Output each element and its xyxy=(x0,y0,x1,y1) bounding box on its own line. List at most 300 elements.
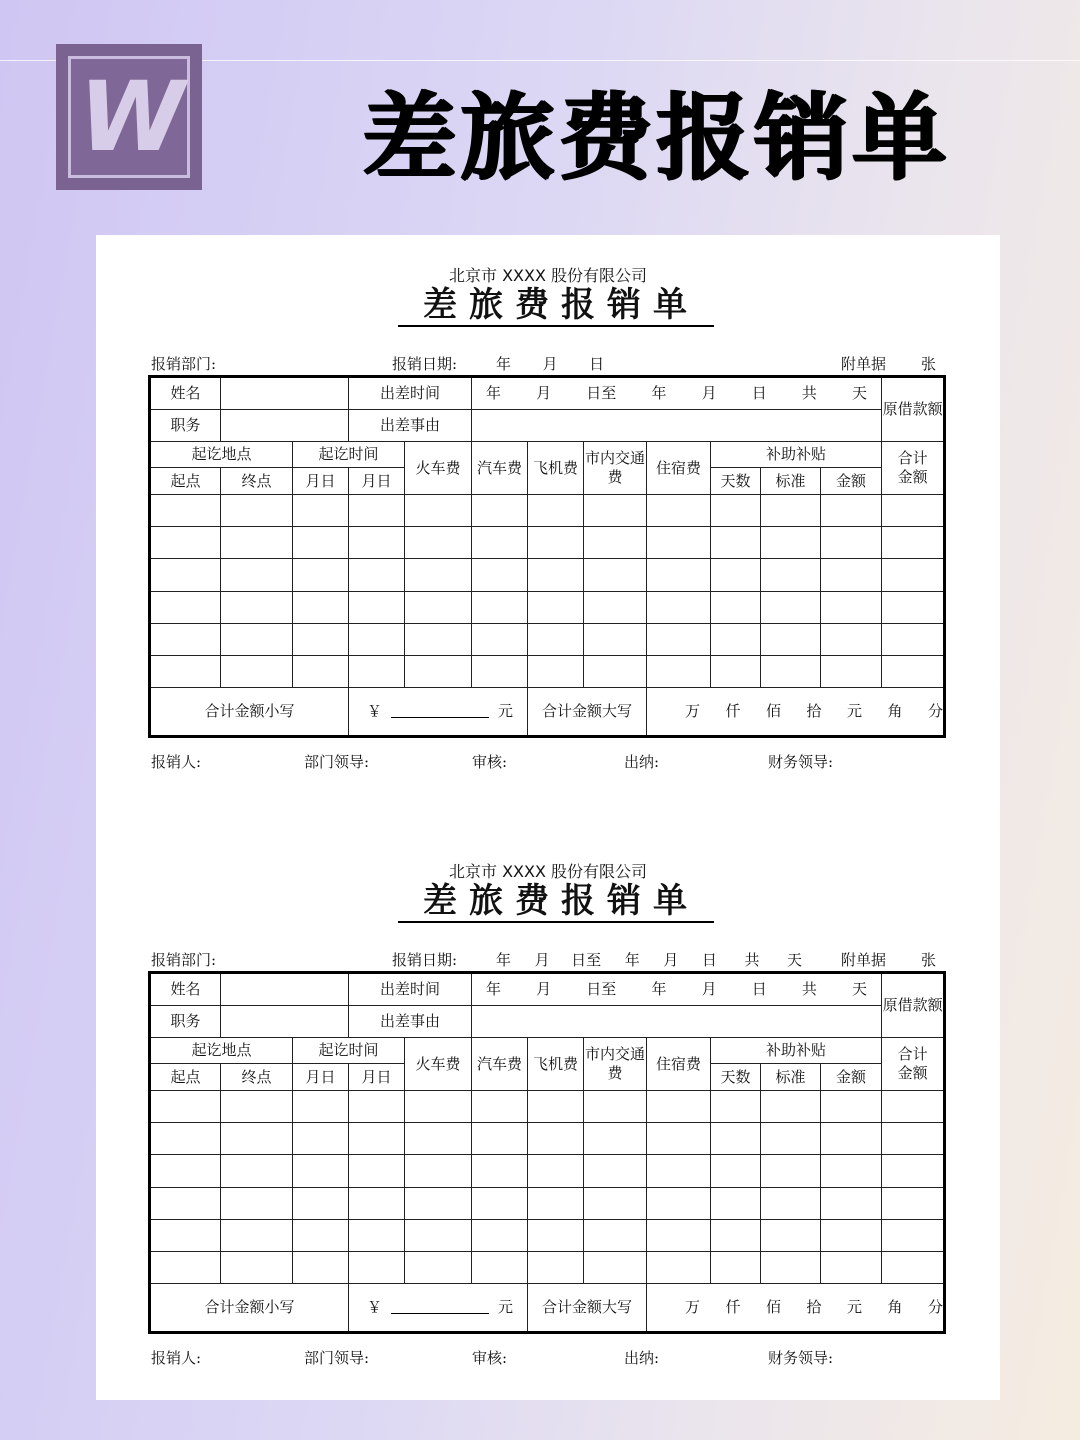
table-cell[interactable] xyxy=(293,559,349,591)
table-cell[interactable] xyxy=(405,559,472,591)
big-unit: 万 xyxy=(685,1298,701,1317)
table-cell[interactable] xyxy=(472,1251,528,1283)
table-cell[interactable] xyxy=(349,527,405,559)
dept-label: 报销部门: xyxy=(151,355,217,373)
attach-label: 附单据 xyxy=(841,355,887,373)
sum-big-field[interactable] xyxy=(647,687,945,736)
name-field[interactable] xyxy=(221,377,349,410)
table-cell[interactable] xyxy=(711,623,761,655)
table-cell[interactable] xyxy=(293,1123,349,1155)
signer-label: 审核: xyxy=(472,753,508,771)
table-cell[interactable] xyxy=(472,495,528,527)
date-unit: 日 xyxy=(701,951,717,969)
date-unit: 月 xyxy=(534,951,550,969)
table-cell[interactable] xyxy=(472,655,528,687)
month-day-label: 月日 xyxy=(349,1064,405,1091)
table-cell[interactable] xyxy=(647,495,711,527)
table-cell[interactable] xyxy=(882,527,945,559)
trip-date-unit: 共 xyxy=(801,980,817,999)
form-title: 差旅费报销单 xyxy=(398,285,714,327)
table-cell[interactable] xyxy=(821,1091,882,1123)
table-cell[interactable] xyxy=(349,1219,405,1251)
table-cell[interactable] xyxy=(349,655,405,687)
sum-big-label: 合计金额大写 xyxy=(528,1283,647,1332)
big-unit: 佰 xyxy=(766,702,782,721)
table-cell[interactable] xyxy=(528,655,584,687)
sum-small-field[interactable] xyxy=(349,1283,528,1332)
table-cell[interactable] xyxy=(647,1219,711,1251)
sum-big-field[interactable] xyxy=(647,1283,945,1332)
start-label: 起点 xyxy=(150,1064,221,1091)
table-cell[interactable] xyxy=(882,559,945,591)
table-row xyxy=(150,1155,945,1187)
advance-label: 原借款额 xyxy=(882,973,945,1038)
expense-table xyxy=(148,375,946,738)
table-cell[interactable] xyxy=(761,1155,821,1187)
table-cell[interactable] xyxy=(882,1155,945,1187)
table-cell[interactable] xyxy=(711,527,761,559)
table-cell[interactable] xyxy=(821,1155,882,1187)
table-cell[interactable] xyxy=(584,591,647,623)
trip-time-label: 出差时间 xyxy=(349,377,472,410)
trip-reason-field[interactable] xyxy=(472,410,882,442)
table-row xyxy=(150,1251,945,1283)
table-cell[interactable] xyxy=(150,495,221,527)
table-cell[interactable] xyxy=(821,591,882,623)
big-unit: 拾 xyxy=(806,702,822,721)
table-row xyxy=(150,623,945,655)
big-unit: 万 xyxy=(685,702,701,721)
table-cell[interactable] xyxy=(150,527,221,559)
signer-label: 报销人: xyxy=(151,1349,202,1367)
table-cell[interactable] xyxy=(711,559,761,591)
table-cell[interactable] xyxy=(293,1187,349,1219)
signer-label: 财务领导: xyxy=(768,1349,834,1367)
table-cell[interactable] xyxy=(821,1123,882,1155)
table-cell[interactable] xyxy=(349,623,405,655)
date-unit: 月 xyxy=(663,951,679,969)
big-unit: 角 xyxy=(887,702,903,721)
date-units xyxy=(496,949,802,970)
table-cell[interactable] xyxy=(293,495,349,527)
amount-label: 金额 xyxy=(821,468,882,495)
local-transport-label: 市内交通费 xyxy=(584,1038,647,1091)
amount-blank[interactable] xyxy=(391,1301,489,1314)
signer-label: 报销人: xyxy=(151,753,202,771)
train-label: 火车费 xyxy=(405,442,472,495)
table-row xyxy=(150,527,945,559)
table-cell[interactable] xyxy=(761,1091,821,1123)
table-cell[interactable] xyxy=(711,1091,761,1123)
table-cell[interactable] xyxy=(584,527,647,559)
table-cell[interactable] xyxy=(882,623,945,655)
big-unit: 仟 xyxy=(725,702,741,721)
table-cell[interactable] xyxy=(221,559,293,591)
hotel-label: 住宿费 xyxy=(647,442,711,495)
position-field[interactable] xyxy=(221,1006,349,1038)
table-cell[interactable] xyxy=(405,591,472,623)
table-cell[interactable] xyxy=(221,1251,293,1283)
table-cell[interactable] xyxy=(584,495,647,527)
trip-date-unit: 月 xyxy=(536,384,552,403)
table-cell[interactable] xyxy=(584,623,647,655)
trip-date-unit: 年 xyxy=(651,980,667,999)
table-cell[interactable] xyxy=(221,1155,293,1187)
name-field[interactable] xyxy=(221,973,349,1006)
table-cell[interactable] xyxy=(405,1123,472,1155)
trip-dates[interactable] xyxy=(472,377,882,410)
standard-label: 标准 xyxy=(761,1064,821,1091)
table-cell[interactable] xyxy=(472,1219,528,1251)
table-cell[interactable] xyxy=(405,655,472,687)
table-cell[interactable] xyxy=(647,1251,711,1283)
table-cell[interactable] xyxy=(821,1219,882,1251)
yuan-label: 元 xyxy=(497,702,513,721)
table-cell[interactable] xyxy=(528,559,584,591)
table-cell[interactable] xyxy=(472,1091,528,1123)
signer-label: 财务领导: xyxy=(768,753,834,771)
table-cell[interactable] xyxy=(221,1219,293,1251)
table-cell[interactable] xyxy=(349,1123,405,1155)
table-cell[interactable] xyxy=(472,1187,528,1219)
signer-label: 部门领导: xyxy=(304,1349,370,1367)
table-cell[interactable] xyxy=(761,1251,821,1283)
table-cell[interactable] xyxy=(821,1187,882,1219)
trip-reason-field[interactable] xyxy=(472,1006,882,1038)
table-cell[interactable] xyxy=(349,559,405,591)
month-day-label: 月日 xyxy=(293,468,349,495)
table-cell[interactable] xyxy=(405,623,472,655)
table-row xyxy=(150,1219,945,1251)
trip-date-unit: 年 xyxy=(486,980,502,999)
table-cell[interactable] xyxy=(405,527,472,559)
allowance-label: 补助补贴 xyxy=(711,442,882,468)
table-cell[interactable] xyxy=(761,1123,821,1155)
table-cell[interactable] xyxy=(821,623,882,655)
date-units xyxy=(496,353,604,374)
table-cell[interactable] xyxy=(584,559,647,591)
trip-time-label: 出差时间 xyxy=(349,973,472,1006)
trip-date-unit: 月 xyxy=(701,980,717,999)
name-label: 姓名 xyxy=(150,377,221,410)
big-unit: 仟 xyxy=(725,1298,741,1317)
table-cell[interactable] xyxy=(472,591,528,623)
signer-label: 出纳: xyxy=(624,753,660,771)
train-label: 火车费 xyxy=(405,1038,472,1091)
table-cell[interactable] xyxy=(472,559,528,591)
position-label: 职务 xyxy=(150,1006,221,1038)
table-cell[interactable] xyxy=(711,1155,761,1187)
position-field[interactable] xyxy=(221,410,349,442)
table-cell[interactable] xyxy=(528,1091,584,1123)
date-unit: 月 xyxy=(542,355,558,373)
trip-date-unit: 日至 xyxy=(586,980,617,999)
table-cell[interactable] xyxy=(528,1187,584,1219)
table-cell[interactable] xyxy=(472,623,528,655)
date-unit: 年 xyxy=(624,951,640,969)
table-cell[interactable] xyxy=(647,1123,711,1155)
table-cell[interactable] xyxy=(405,1251,472,1283)
table-cell[interactable] xyxy=(150,655,221,687)
table-cell[interactable] xyxy=(882,591,945,623)
big-unit: 拾 xyxy=(806,1298,822,1317)
trip-date-unit: 年 xyxy=(651,384,667,403)
table-cell[interactable] xyxy=(647,591,711,623)
company-name: 北京市 XXXX 股份有限公司 xyxy=(448,266,648,285)
form-title: 差旅费报销单 xyxy=(398,881,714,923)
word-logo-letter: W xyxy=(68,56,190,178)
table-cell[interactable] xyxy=(711,495,761,527)
table-cell[interactable] xyxy=(821,527,882,559)
big-unit: 元 xyxy=(847,702,863,721)
table-cell[interactable] xyxy=(761,1187,821,1219)
trip-reason-label: 出差事由 xyxy=(349,410,472,442)
table-cell[interactable] xyxy=(349,1251,405,1283)
flight-label: 飞机费 xyxy=(528,1038,584,1091)
table-cell[interactable] xyxy=(528,527,584,559)
table-cell[interactable] xyxy=(584,1219,647,1251)
table-cell[interactable] xyxy=(711,1187,761,1219)
currency-symbol: ￥ xyxy=(367,1298,383,1317)
attach-label: 附单据 xyxy=(841,951,887,969)
table-cell[interactable] xyxy=(528,495,584,527)
table-row xyxy=(150,655,945,687)
table-cell[interactable] xyxy=(150,623,221,655)
table-row xyxy=(150,1123,945,1155)
date-unit: 共 xyxy=(744,951,760,969)
end-label: 终点 xyxy=(221,468,293,495)
table-cell[interactable] xyxy=(293,1091,349,1123)
table-cell[interactable] xyxy=(405,1091,472,1123)
table-row xyxy=(150,1091,945,1123)
days-label: 天数 xyxy=(711,468,761,495)
allowance-label: 补助补贴 xyxy=(711,1038,882,1064)
table-cell[interactable] xyxy=(647,623,711,655)
table-cell[interactable] xyxy=(761,495,821,527)
table-cell[interactable] xyxy=(528,1123,584,1155)
table-cell[interactable] xyxy=(405,1219,472,1251)
word-logo-icon xyxy=(56,44,202,190)
big-unit: 元 xyxy=(847,1298,863,1317)
table-cell[interactable] xyxy=(647,1187,711,1219)
table-cell[interactable] xyxy=(761,559,821,591)
table-cell[interactable] xyxy=(528,1155,584,1187)
date-unit: 年 xyxy=(496,355,512,373)
table-cell[interactable] xyxy=(821,655,882,687)
table-cell[interactable] xyxy=(221,655,293,687)
table-cell[interactable] xyxy=(584,1123,647,1155)
start-label: 起点 xyxy=(150,468,221,495)
trip-date-unit: 年 xyxy=(486,384,502,403)
table-cell[interactable] xyxy=(882,1219,945,1251)
sum-small-label: 合计金额小写 xyxy=(150,1283,349,1332)
table-cell[interactable] xyxy=(821,1251,882,1283)
trip-date-unit: 日 xyxy=(751,980,767,999)
table-cell[interactable] xyxy=(584,655,647,687)
table-row xyxy=(150,1187,945,1219)
table-cell[interactable] xyxy=(584,1091,647,1123)
table-cell[interactable] xyxy=(293,1219,349,1251)
bus-label: 汽车费 xyxy=(472,1038,528,1091)
total-amount-label: 合计金额 xyxy=(882,1038,945,1091)
big-unit: 分 xyxy=(928,702,944,721)
table-cell[interactable] xyxy=(150,1123,221,1155)
table-cell[interactable] xyxy=(761,1219,821,1251)
table-cell[interactable] xyxy=(221,1091,293,1123)
trip-date-unit: 月 xyxy=(701,384,717,403)
month-day-label: 月日 xyxy=(349,468,405,495)
expense-form-2 xyxy=(96,859,1000,1419)
bus-label: 汽车费 xyxy=(472,442,528,495)
table-cell[interactable] xyxy=(221,591,293,623)
attach-unit: 张 xyxy=(921,355,937,373)
table-cell[interactable] xyxy=(349,591,405,623)
table-cell[interactable] xyxy=(528,1251,584,1283)
table-cell[interactable] xyxy=(221,495,293,527)
table-cell[interactable] xyxy=(472,1155,528,1187)
period-label: 起讫时间 xyxy=(293,442,405,468)
sum-small-label: 合计金额小写 xyxy=(150,687,349,736)
table-cell[interactable] xyxy=(882,1187,945,1219)
table-cell[interactable] xyxy=(150,1091,221,1123)
table-cell[interactable] xyxy=(349,1155,405,1187)
amount-blank[interactable] xyxy=(391,705,489,718)
table-cell[interactable] xyxy=(528,1219,584,1251)
table-cell[interactable] xyxy=(221,623,293,655)
company-name: 北京市 XXXX 股份有限公司 xyxy=(448,862,648,881)
table-cell[interactable] xyxy=(472,527,528,559)
days-label: 天数 xyxy=(711,1064,761,1091)
big-unit: 分 xyxy=(928,1298,944,1317)
trip-date-unit: 天 xyxy=(852,384,868,403)
table-cell[interactable] xyxy=(647,527,711,559)
table-cell[interactable] xyxy=(882,1251,945,1283)
table-cell[interactable] xyxy=(711,1251,761,1283)
table-cell[interactable] xyxy=(150,591,221,623)
trip-date-unit: 月 xyxy=(536,980,552,999)
table-cell[interactable] xyxy=(821,559,882,591)
table-cell[interactable] xyxy=(405,1187,472,1219)
table-cell[interactable] xyxy=(647,1155,711,1187)
table-cell[interactable] xyxy=(882,1091,945,1123)
table-cell[interactable] xyxy=(150,1219,221,1251)
date-unit: 日 xyxy=(589,355,605,373)
table-row xyxy=(150,591,945,623)
trip-dates[interactable] xyxy=(472,973,882,1006)
big-unit: 角 xyxy=(887,1298,903,1317)
table-cell[interactable] xyxy=(528,623,584,655)
table-cell[interactable] xyxy=(293,623,349,655)
table-cell[interactable] xyxy=(647,655,711,687)
table-cell[interactable] xyxy=(293,591,349,623)
sum-big-label: 合计金额大写 xyxy=(528,687,647,736)
expense-table xyxy=(148,971,946,1334)
signer-label: 部门领导: xyxy=(304,753,370,771)
table-cell[interactable] xyxy=(711,1219,761,1251)
table-cell[interactable] xyxy=(584,1155,647,1187)
expense-form-1 xyxy=(96,263,1000,823)
sum-small-field[interactable] xyxy=(349,687,528,736)
table-cell[interactable] xyxy=(150,1251,221,1283)
table-cell[interactable] xyxy=(293,1251,349,1283)
flight-label: 飞机费 xyxy=(528,442,584,495)
yuan-label: 元 xyxy=(497,1298,513,1317)
table-cell[interactable] xyxy=(584,1251,647,1283)
table-cell[interactable] xyxy=(761,527,821,559)
signer-label: 出纳: xyxy=(624,1349,660,1367)
period-label: 起讫时间 xyxy=(293,1038,405,1064)
standard-label: 标准 xyxy=(761,468,821,495)
trip-date-unit: 共 xyxy=(801,384,817,403)
trip-reason-label: 出差事由 xyxy=(349,1006,472,1038)
table-cell[interactable] xyxy=(711,591,761,623)
date-label: 报销日期: xyxy=(392,951,458,969)
table-row xyxy=(150,559,945,591)
table-cell[interactable] xyxy=(761,623,821,655)
table-cell[interactable] xyxy=(882,1123,945,1155)
table-cell[interactable] xyxy=(472,1123,528,1155)
attach-unit: 张 xyxy=(921,951,937,969)
table-cell[interactable] xyxy=(882,495,945,527)
table-cell[interactable] xyxy=(221,527,293,559)
advance-label: 原借款额 xyxy=(882,377,945,442)
table-cell[interactable] xyxy=(584,1187,647,1219)
table-cell[interactable] xyxy=(711,655,761,687)
table-cell[interactable] xyxy=(405,1155,472,1187)
total-amount-label: 合计金额 xyxy=(882,442,945,495)
table-cell[interactable] xyxy=(293,1155,349,1187)
table-cell[interactable] xyxy=(150,559,221,591)
table-cell[interactable] xyxy=(150,1155,221,1187)
route-label: 起讫地点 xyxy=(150,442,293,468)
table-cell[interactable] xyxy=(293,655,349,687)
table-cell[interactable] xyxy=(761,655,821,687)
table-cell[interactable] xyxy=(221,1187,293,1219)
amount-label: 金额 xyxy=(821,1064,882,1091)
table-cell[interactable] xyxy=(761,591,821,623)
date-unit: 日至 xyxy=(571,951,602,969)
table-cell[interactable] xyxy=(293,527,349,559)
month-day-label: 月日 xyxy=(293,1064,349,1091)
table-cell[interactable] xyxy=(821,495,882,527)
dept-label: 报销部门: xyxy=(151,951,217,969)
document-paper xyxy=(96,235,1000,1400)
position-label: 职务 xyxy=(150,410,221,442)
table-row xyxy=(150,495,945,527)
date-unit: 年 xyxy=(496,951,512,969)
signer-label: 审核: xyxy=(472,1349,508,1367)
table-cell[interactable] xyxy=(221,1123,293,1155)
table-cell[interactable] xyxy=(528,591,584,623)
trip-date-unit: 日 xyxy=(751,384,767,403)
date-unit: 天 xyxy=(787,951,803,969)
name-label: 姓名 xyxy=(150,973,221,1006)
table-cell[interactable] xyxy=(349,1091,405,1123)
table-cell[interactable] xyxy=(405,495,472,527)
table-cell[interactable] xyxy=(349,1187,405,1219)
banner-title: 差旅费报销单 xyxy=(362,84,951,193)
trip-date-unit: 日至 xyxy=(586,384,617,403)
local-transport-label: 市内交通费 xyxy=(584,442,647,495)
table-cell[interactable] xyxy=(647,559,711,591)
date-label: 报销日期: xyxy=(392,355,458,373)
table-cell[interactable] xyxy=(647,1091,711,1123)
currency-symbol: ￥ xyxy=(367,702,383,721)
table-cell[interactable] xyxy=(150,1187,221,1219)
table-cell[interactable] xyxy=(882,655,945,687)
table-cell[interactable] xyxy=(711,1123,761,1155)
table-cell[interactable] xyxy=(349,495,405,527)
